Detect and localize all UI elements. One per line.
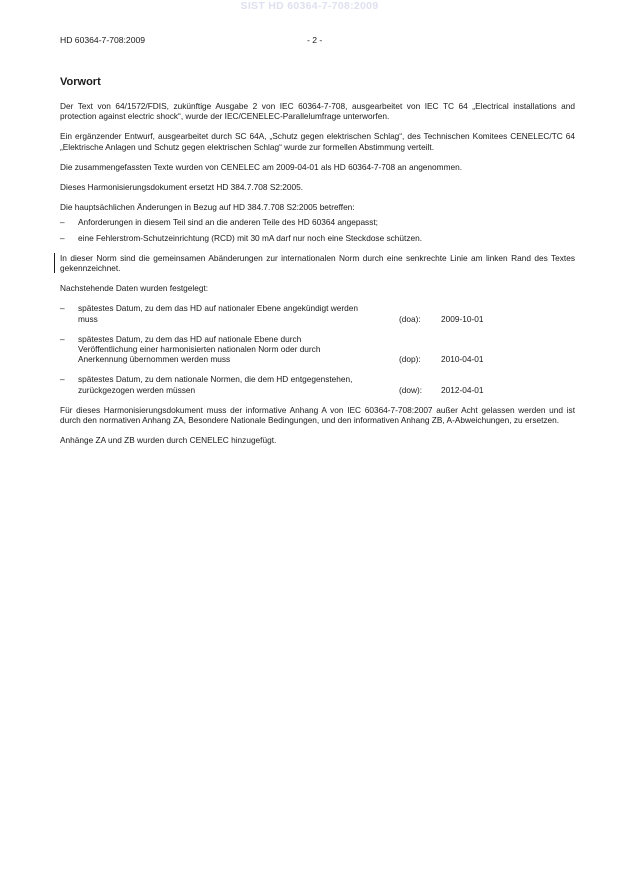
paragraph-changes-intro: Die hauptsächlichen Änderungen in Bezug auf HD 384.7.708 S2:2005 betreffen: <box>60 202 355 213</box>
paragraph-text: In dieser Norm sind die gemeinsamen Abänderungen zur internationalen Norm durch eine senkrechte Linie am linken Rand des Textes gekennzeichnet. <box>60 252 575 274</box>
paragraph-approval: Die zusammengefassten Texte wurden von CENELEC am 2009-04-01 als HD 60364-7-708 an angenommen. <box>60 161 463 172</box>
date-description: spätestes Datum, zu dem das HD auf nationaler Ebene angekündigt werden muss <box>78 303 358 324</box>
date-value: 2009-10-01 <box>441 313 484 324</box>
list-item-text: eine Fehlerstrom-Schutzeinrichtung (RCD) mit 30 mA darf nur noch eine Steckdose schützen. <box>78 232 423 243</box>
paragraph-draft: Ein ergänzender Entwurf, ausgearbeitet durch SC 64A, „Schutz gegen elektrischen Schlag“, des Technischen Komitees CENELEC/TC 64 „Elektrische Anlagen und Schutz gegen elektrischen Schlag“ wurde zur formellen Abstimmung verteilt. <box>60 131 575 152</box>
paragraph-common-modifications <box>60 253 575 273</box>
dash-marker: – <box>60 333 65 344</box>
date-description: spätestes Datum, zu dem das HD auf nationale Ebene durch Veröffentlichung einer harmonisierten nationalen Norm oder durch Anerkennung übernommen werden muss <box>78 333 321 365</box>
paragraph-annex-added: Anhänge ZA und ZB wurden durch CENELEC hinzugefügt. <box>60 435 277 446</box>
dash-marker: – <box>60 303 65 314</box>
dash-marker: – <box>60 217 65 228</box>
list-item-text: Anforderungen in diesem Teil sind an die anderen Teile des HD 60364 angepasst; <box>78 217 378 228</box>
date-value: 2010-04-01 <box>441 354 484 365</box>
watermark: SIST HD 60364-7-708:2009 <box>240 0 379 12</box>
change-bar <box>54 253 55 273</box>
date-abbreviation: (dop): <box>399 354 421 365</box>
document-id: HD 60364-7-708:2009 <box>60 35 146 45</box>
dash-marker: – <box>60 232 65 243</box>
list-item <box>60 217 575 227</box>
changes-list <box>60 217 575 242</box>
date-row-dow <box>60 374 575 394</box>
date-abbreviation: (doa): <box>399 313 421 324</box>
dash-marker: – <box>60 374 65 385</box>
date-abbreviation: (dow): <box>399 384 423 395</box>
paragraph-supersedes: Dieses Harmonisierungsdokument ersetzt HD 384.7.708 S2:2005. <box>60 182 304 193</box>
date-row-doa <box>60 303 575 323</box>
paragraph-fdis: Der Text von 64/1572/FDIS, zukünftige Ausgabe 2 von IEC 60364-7-708, ausgearbeitet von IEC TC 64 „Electrical installations and protection against electric shock“, wurde der IEC/CENELEC-Parallelumfrage unterworfen. <box>60 101 575 122</box>
page-number: - 2 - <box>307 35 323 45</box>
dates-list <box>60 303 575 394</box>
date-row-dop <box>60 334 575 365</box>
paragraph-dates-intro: Nachstehende Daten wurden festgelegt: <box>60 283 209 294</box>
paragraph-annex: Für dieses Harmonisierungsdokument muss der informative Anhang A von IEC 60364-7-708:2007 außer Acht gelassen werden und ist durch den normativen Anhang ZA, Besondere Nationale Bedingungen, und den informativen Anhang ZB, A-Abweichungen, zu ersetzen. <box>60 404 575 426</box>
list-item <box>60 233 575 243</box>
date-description: spätestes Datum, zu dem nationale Normen, die dem HD entgegenstehen, zurückgezogen werden müssen <box>78 374 353 395</box>
page-content <box>60 76 575 455</box>
section-title: Vorwort <box>60 76 101 88</box>
date-value: 2012-04-01 <box>441 384 484 395</box>
